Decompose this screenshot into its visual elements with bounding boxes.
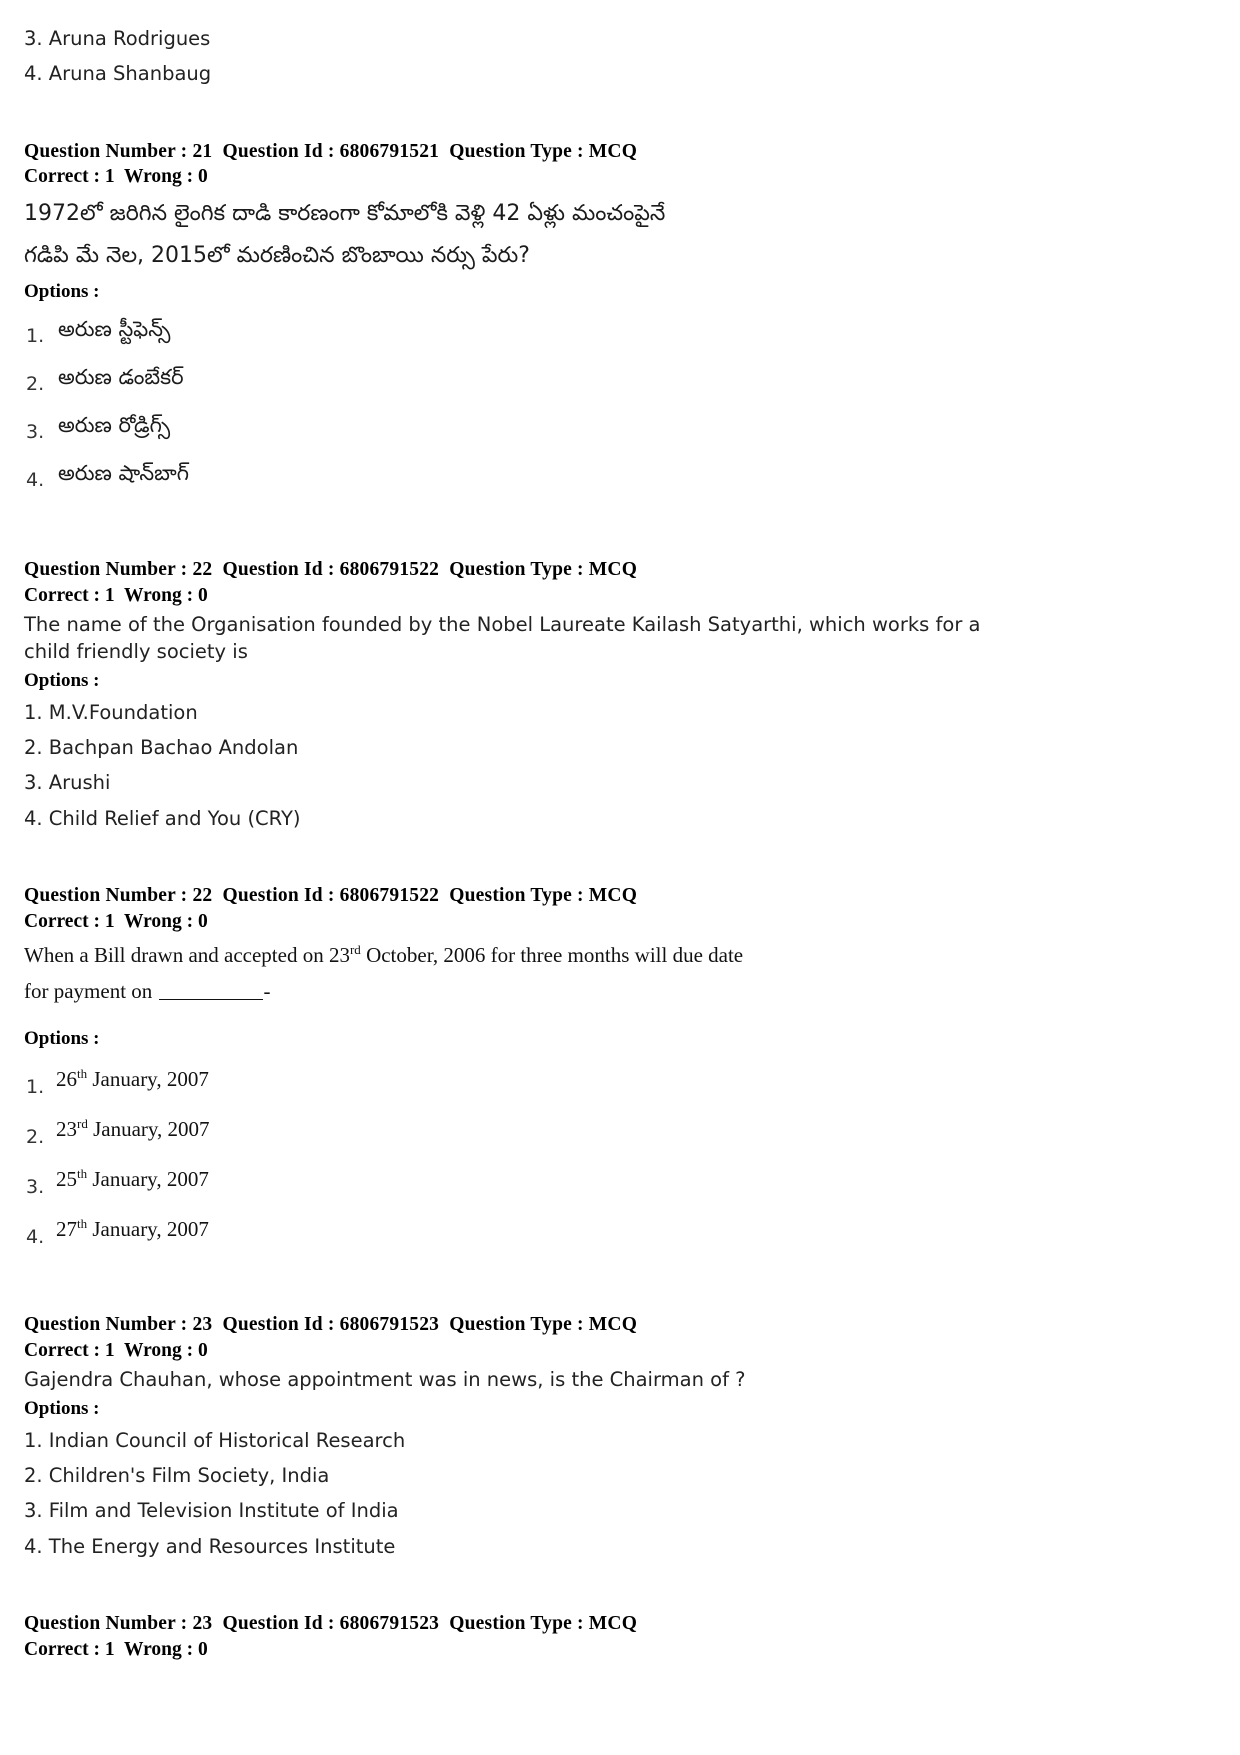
option-row [24, 457, 1200, 491]
spacer [24, 1010, 1200, 1024]
option-number: 4. [26, 468, 45, 491]
list-item: 4. Aruna Shanbaug [24, 62, 212, 86]
option-text [56, 1215, 209, 1241]
option-row: 4. Child Relief and You (CRY) [24, 806, 301, 830]
option-day: 27 [56, 1216, 77, 1241]
option-number: 1. [26, 324, 45, 347]
option-month-year: January, 2007 [87, 1066, 209, 1091]
option-row [24, 1065, 1200, 1098]
option-text [56, 1115, 210, 1141]
option-row: 1. M.V.Foundation [24, 700, 198, 724]
option-number: 3. [26, 1175, 45, 1198]
option-number: 2. [26, 372, 45, 395]
question-block-22-b [24, 883, 1200, 1248]
question-meta-line: Question Number : 22 Question Id : 6806791522 Question Type : MCQ [24, 558, 638, 580]
options-label: Options : [24, 280, 100, 302]
option-number: 4. [26, 1225, 45, 1248]
option-day: 25 [56, 1166, 77, 1191]
ordinal-suffix: rd [349, 941, 361, 957]
option-row [24, 1215, 1200, 1248]
question-text-line-2: గడిపి మే నెల, 2015లో మరణించిన బొంబాయి నర్సు పేరు? [24, 243, 530, 269]
question-text-segment: - [263, 979, 271, 1004]
option-text [56, 1065, 209, 1091]
question-score-line: Correct : 1 Wrong : 0 [24, 166, 208, 188]
question-block-23-b [24, 1611, 1200, 1663]
question-meta-line: Question Number : 21 Question Id : 6806791521 Question Type : MCQ [24, 140, 638, 162]
section-spacer [24, 95, 1200, 139]
options-label: Options : [24, 1397, 100, 1419]
ordinal-suffix: th [77, 1165, 88, 1181]
question-text-line-2 [24, 975, 1034, 1008]
option-text: అరుణ రోడ్రిగ్స్ [58, 412, 171, 437]
option-day: 26 [56, 1066, 77, 1091]
question-score-line: Correct : 1 Wrong : 0 [24, 910, 208, 932]
option-row: 2. Bachpan Bachao Andolan [24, 736, 299, 760]
option-month-year: January, 2007 [87, 1216, 209, 1241]
option-text: అరుణ షాన్‌బాగ్ [58, 460, 189, 485]
question-meta-line: Question Number : 22 Question Id : 6806791522 Question Type : MCQ [24, 884, 638, 906]
ordinal-suffix: th [77, 1215, 88, 1231]
list-item: 3. Aruna Rodrigues [24, 27, 211, 50]
question-text-segment: When a Bill drawn and accepted on 23 [24, 942, 350, 967]
question-text-segment: for payment on [24, 979, 158, 1004]
question-meta-line: Question Number : 23 Question Id : 6806791523 Question Type : MCQ [24, 1612, 638, 1634]
question-text-line-1: 1972లో జరిగిన లైంగిక దాడి కారణంగా కోమాలోకి వెళ్లి 42 ఏళ్లు మంచంపైనే [24, 200, 666, 226]
option-row [24, 1115, 1200, 1148]
question-text-segment: October, 2006 for three months will due date [360, 942, 744, 967]
option-text [56, 1165, 209, 1191]
question-score-line: Correct : 1 Wrong : 0 [24, 1638, 208, 1660]
option-month-year: January, 2007 [87, 1116, 210, 1141]
question-block-23-a [24, 1312, 1200, 1561]
options-label: Options : [24, 1027, 100, 1049]
option-row: 4. The Energy and Resources Institute [24, 1534, 396, 1558]
question-meta-line: Question Number : 23 Question Id : 6806791523 Question Type : MCQ [24, 1313, 638, 1335]
ordinal-suffix: rd [77, 1115, 88, 1131]
option-row [24, 361, 1200, 395]
fill-in-blank [159, 999, 263, 1000]
section-spacer [24, 1268, 1200, 1312]
option-number: 1. [26, 1075, 45, 1098]
option-day: 23 [56, 1116, 77, 1141]
option-row: 2. Children's Film Society, India [24, 1464, 330, 1488]
question-block-22-a [24, 557, 1200, 833]
option-text: అరుణ డంబేకర్ [58, 364, 184, 389]
section-spacer [24, 1567, 1200, 1611]
option-row [24, 1165, 1200, 1198]
option-number: 2. [26, 1125, 45, 1148]
option-row [24, 409, 1200, 443]
options-label: Options : [24, 669, 100, 691]
option-number: 3. [26, 420, 45, 443]
question-text: Gajendra Chauhan, whose appointment was in news, is the Chairman of ? [24, 1367, 746, 1391]
section-spacer [24, 839, 1200, 883]
option-row: 3. Arushi [24, 771, 111, 795]
question-score-line: Correct : 1 Wrong : 0 [24, 584, 208, 606]
option-row: 1. Indian Council of Historical Research [24, 1428, 406, 1452]
option-month-year: January, 2007 [87, 1166, 209, 1191]
question-block-21 [24, 139, 1200, 491]
section-spacer [24, 505, 1200, 557]
question-text-line-1 [24, 939, 1034, 972]
question-score-line: Correct : 1 Wrong : 0 [24, 1339, 208, 1361]
option-row [24, 313, 1200, 347]
question-text: The name of the Organisation founded by the Nobel Laureate Kailash Satyarthi, which works for a child friendly society is [24, 612, 981, 663]
option-text: అరుణ స్టీఫెన్స్ [58, 316, 171, 341]
option-row: 3. Film and Television Institute of India [24, 1499, 399, 1523]
ordinal-suffix: th [77, 1065, 88, 1081]
